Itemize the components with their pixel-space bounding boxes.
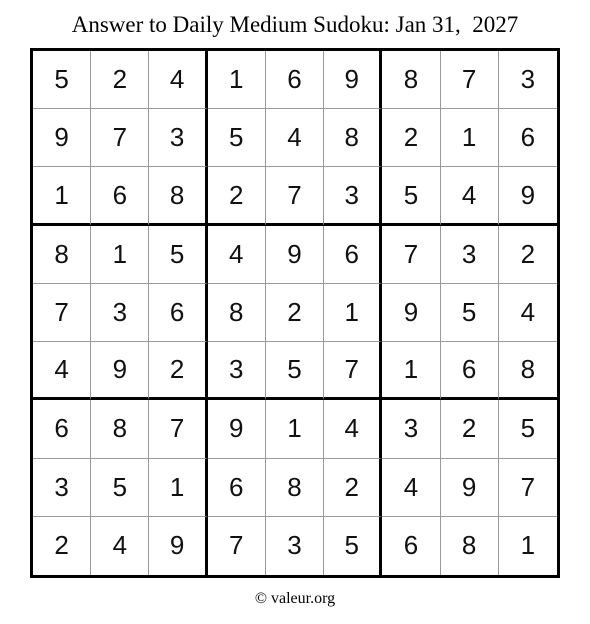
sudoku-cell-r2-c3[interactable]: 3: [149, 109, 207, 167]
sudoku-cell-r1-c1[interactable]: 5: [33, 51, 91, 109]
sudoku-cell-r3-c6[interactable]: 3: [324, 167, 382, 225]
copyright-footer: © valeur.org: [254, 590, 336, 607]
sudoku-cell-r1-c9[interactable]: 3: [499, 51, 557, 109]
sudoku-cell-r9-c9[interactable]: 1: [520, 530, 536, 561]
puzzle-title: Answer to Daily Medium Sudoku: Jan 31, 2027: [71, 12, 519, 37]
sudoku-cell-r8-c9[interactable]: 7: [499, 459, 557, 517]
sudoku-cell-r3-c1[interactable]: 1: [33, 167, 91, 225]
sudoku-cell-r7-c6[interactable]: 4: [324, 400, 382, 458]
sudoku-cell-r1-c8[interactable]: 7: [441, 51, 499, 109]
sudoku-cell-r9-c5[interactable]: 3: [266, 517, 324, 575]
sudoku-cell-r4-c4[interactable]: 4: [208, 226, 266, 284]
sudoku-cell-r2-c4[interactable]: 5: [208, 109, 266, 167]
sudoku-cell-r1-c4[interactable]: 1: [208, 51, 266, 109]
sudoku-cell-r9-c2[interactable]: 4: [91, 517, 149, 575]
sudoku-cell-r6-c7[interactable]: 1: [382, 342, 440, 400]
sudoku-cell-r2-c9[interactable]: 6: [499, 109, 557, 167]
sudoku-cell-r5-c6[interactable]: 1: [324, 284, 382, 342]
sudoku-cell-r6-c6[interactable]: 7: [324, 342, 382, 400]
sudoku-cell-r2-c5[interactable]: 4: [266, 109, 324, 167]
sudoku-cell-r2-c6[interactable]: 8: [324, 109, 382, 167]
sudoku-cell-r9-c7[interactable]: 6: [382, 517, 440, 575]
sudoku-cell-r4-c1[interactable]: 8: [33, 226, 91, 284]
sudoku-cell-r5-c1[interactable]: 7: [33, 284, 91, 342]
sudoku-cell-r7-c2[interactable]: 8: [91, 400, 149, 458]
sudoku-cell-r8-c1[interactable]: 3: [33, 459, 91, 517]
sudoku-cell-r1-c6[interactable]: 9: [324, 51, 382, 109]
sudoku-board: [30, 48, 560, 578]
sudoku-cell-r6-c5[interactable]: 5: [266, 342, 324, 400]
sudoku-cell-r5-c5[interactable]: 2: [266, 284, 324, 342]
sudoku-cell-r1-c7[interactable]: 8: [382, 51, 440, 109]
sudoku-cell-r5-c2[interactable]: 3: [91, 284, 149, 342]
sudoku-cell-r7-c3[interactable]: 7: [149, 400, 207, 458]
sudoku-cell-r4-c7[interactable]: 7: [382, 226, 440, 284]
sudoku-cell-r2-c8[interactable]: 1: [441, 109, 499, 167]
sudoku-cell-r7-c5[interactable]: 1: [266, 400, 324, 458]
sudoku-cell-r4-c6[interactable]: 6: [324, 226, 382, 284]
sudoku-cell-r9-c1[interactable]: 2: [33, 517, 91, 575]
sudoku-cell-r9-c4[interactable]: 7: [208, 517, 266, 575]
sudoku-cell-r4-c9[interactable]: 2: [499, 226, 557, 284]
sudoku-cell-r1-c2[interactable]: 2: [91, 51, 149, 109]
sudoku-cell-r7-c7[interactable]: 3: [382, 400, 440, 458]
sudoku-cell-r8-c4[interactable]: 6: [208, 459, 266, 517]
sudoku-cell-r8-c8[interactable]: 9: [441, 459, 499, 517]
sudoku-cell-r5-c4[interactable]: 8: [208, 284, 266, 342]
sudoku-cell-r9-c3[interactable]: 9: [149, 517, 207, 575]
sudoku-cell-r8-c6[interactable]: 2: [324, 459, 382, 517]
sudoku-cell-r8-c3[interactable]: 1: [149, 459, 207, 517]
sudoku-cell-r6-c9[interactable]: 8: [499, 342, 557, 400]
sudoku-cell-r2-c7[interactable]: 2: [382, 109, 440, 167]
sudoku-cell-r6-c2[interactable]: 9: [91, 342, 149, 400]
sudoku-cell-r3-c4[interactable]: 2: [208, 167, 266, 225]
sudoku-cell-r3-c8[interactable]: 4: [441, 167, 499, 225]
sudoku-cell-r6-c4[interactable]: 3: [208, 342, 266, 400]
sudoku-cell-r3-c7[interactable]: 5: [382, 167, 440, 225]
sudoku-cell-r6-c8[interactable]: 6: [441, 342, 499, 400]
sudoku-cell-r8-c2[interactable]: 5: [91, 459, 149, 517]
sudoku-cell-r4-c5[interactable]: 9: [266, 226, 324, 284]
sudoku-cell-r6-c3[interactable]: 2: [149, 342, 207, 400]
sudoku-cell-r5-c3[interactable]: 6: [149, 284, 207, 342]
sudoku-cell-r1-c5[interactable]: 6: [266, 51, 324, 109]
sudoku-cell-r8-c7[interactable]: 4: [382, 459, 440, 517]
sudoku-cell-r2-c2[interactable]: 7: [91, 109, 149, 167]
sudoku-cell-r5-c9[interactable]: 4: [499, 284, 557, 342]
sudoku-cell-r7-c1[interactable]: 6: [33, 400, 91, 458]
sudoku-cell-r1-c3[interactable]: 4: [149, 51, 207, 109]
sudoku-cell-r2-c1[interactable]: 9: [33, 109, 91, 167]
sudoku-cell-r5-c8[interactable]: 5: [441, 284, 499, 342]
sudoku-cell-r4-c3[interactable]: 5: [149, 226, 207, 284]
sudoku-cell-r8-c5[interactable]: 8: [266, 459, 324, 517]
sudoku-cell-r6-c1[interactable]: 4: [33, 342, 91, 400]
sudoku-cell-r3-c5[interactable]: 7: [266, 167, 324, 225]
sudoku-cell-r9-c6[interactable]: 5: [324, 517, 382, 575]
sudoku-cell-r3-c3[interactable]: 8: [149, 167, 207, 225]
sudoku-cell-r4-c2[interactable]: 1: [91, 226, 149, 284]
sudoku-cell-r7-c4[interactable]: 9: [208, 400, 266, 458]
sudoku-cell-r5-c7[interactable]: 9: [382, 284, 440, 342]
sudoku-cell-r7-c8[interactable]: 2: [441, 400, 499, 458]
sudoku-cell-r7-c9[interactable]: 5: [499, 400, 557, 458]
sudoku-cell-r3-c9[interactable]: 9: [499, 167, 557, 225]
sudoku-cell-r4-c8[interactable]: 3: [441, 226, 499, 284]
sudoku-cell-r3-c2[interactable]: 6: [91, 167, 149, 225]
sudoku-cell-r9-c8[interactable]: 8: [441, 517, 499, 575]
